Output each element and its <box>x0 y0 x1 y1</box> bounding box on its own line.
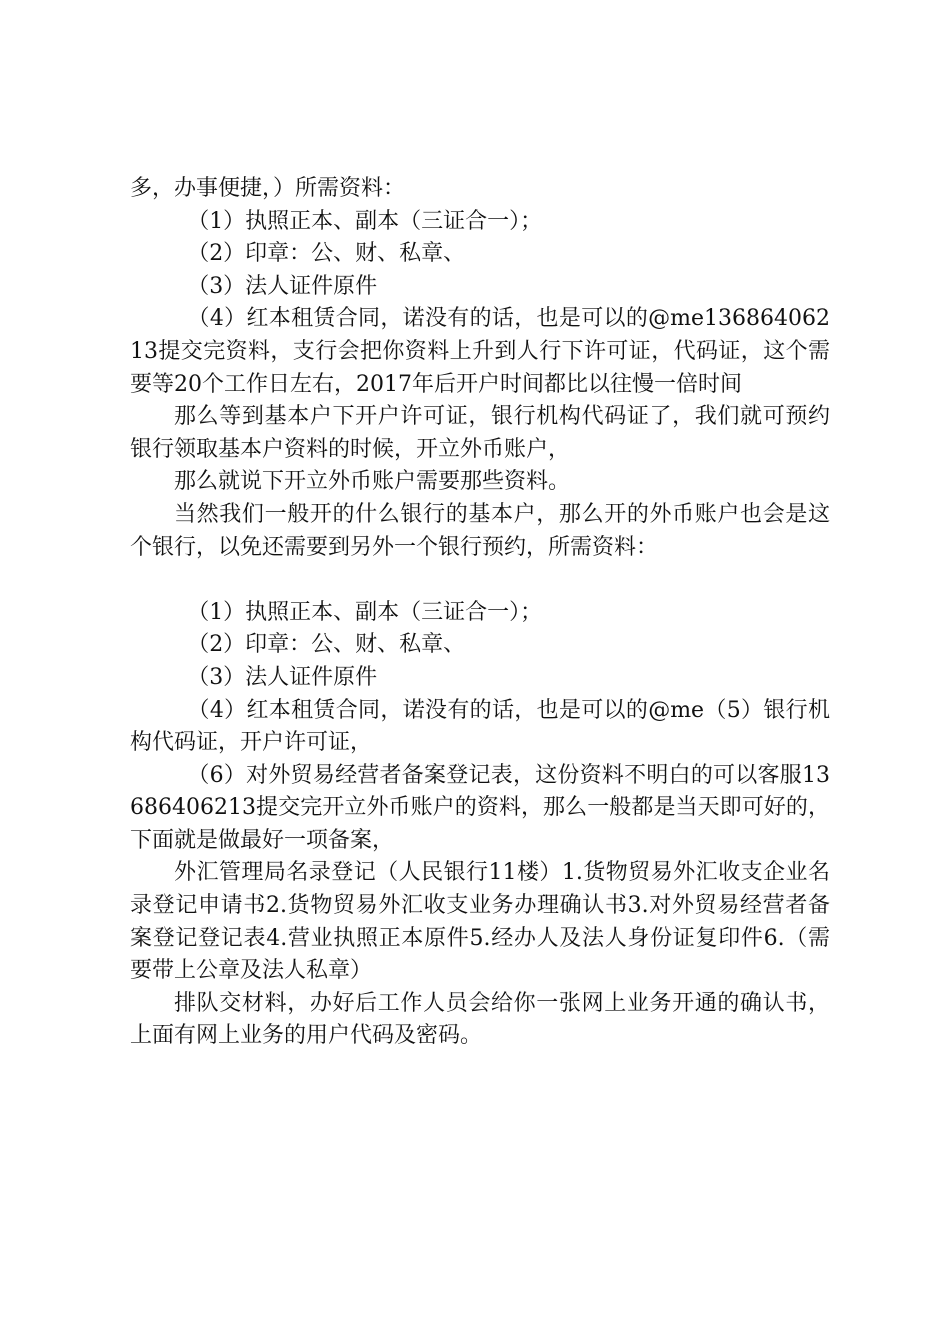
list-item-id-original: （3）法人证件原件 <box>187 273 378 299</box>
blank-line <box>130 564 830 597</box>
lease-contract-text: （4）红本租赁合同，诺没有的话，也是可以的@me13686406213提交完资料，支行会把你资料上升到人行下许可证，代码证，这个需要等20个工作日左右，2017年后开户时间都比以往慢一倍时间 <box>130 306 830 397</box>
list-item-license-2: （1）执照正本、副本（三证合一）； <box>187 599 543 625</box>
document-body <box>130 173 830 1053</box>
lease-contract-2-text: （4）红本租赁合同，诺没有的话，也是可以的@me（5）银行机构代码证，开户许可证， <box>130 697 830 756</box>
list-item-id-original-2: （3）法人证件原件 <box>187 664 378 690</box>
paragraph-basic-account: 那么等到基本户下开户许可证，银行机构代码证了，我们就可预约银行领取基本户资料的时候，开立外币账户， <box>130 404 830 462</box>
list-item-license: （1）执照正本、副本（三证合一）； <box>187 208 543 234</box>
paragraph-forex-registration: 外汇管理局名录登记（人民银行11楼）1.货物贸易外汇收支企业名录登记申请书2.货物贸易外汇收支业务办理确认书3.对外贸易经营者备案登记登记表4.营业执照正本原件5.经办人及法人身份证复印件6.（需要带上公章及法人私章） <box>130 860 830 984</box>
paragraph-foreign-account-intro: 那么就说下开立外币账户需要那些资料。 <box>174 469 571 495</box>
paragraph-queue-materials: 排队交材料，办好后工作人员会给你一张网上业务开通的确认书，上面有网上业务的用户代码及密码。 <box>130 990 830 1049</box>
paragraph-intro: 多，办事便捷，）所需资料： <box>130 176 406 201</box>
list-item-seals-2: （2）印章：公、财、私章、 <box>187 632 466 658</box>
paragraph-same-bank: 当然我们一般开的什么银行的基本户，那么开的外币账户也会是这个银行，以免还需要到另外一个银行预约，所需资料： <box>130 501 830 560</box>
list-item-trade-record <box>130 760 830 858</box>
list-item-lease-contract <box>130 303 830 401</box>
trade-record-text: （6）对外贸易经营者备案登记表，这份资料不明白的可以客服13686406213提交完开立外币账户的资料，那么一般都是当天即可好的，下面就是做最好一项备案， <box>130 762 830 853</box>
list-item-lease-contract-2 <box>130 695 830 760</box>
list-item-seals: （2）印章：公、财、私章、 <box>187 241 466 267</box>
